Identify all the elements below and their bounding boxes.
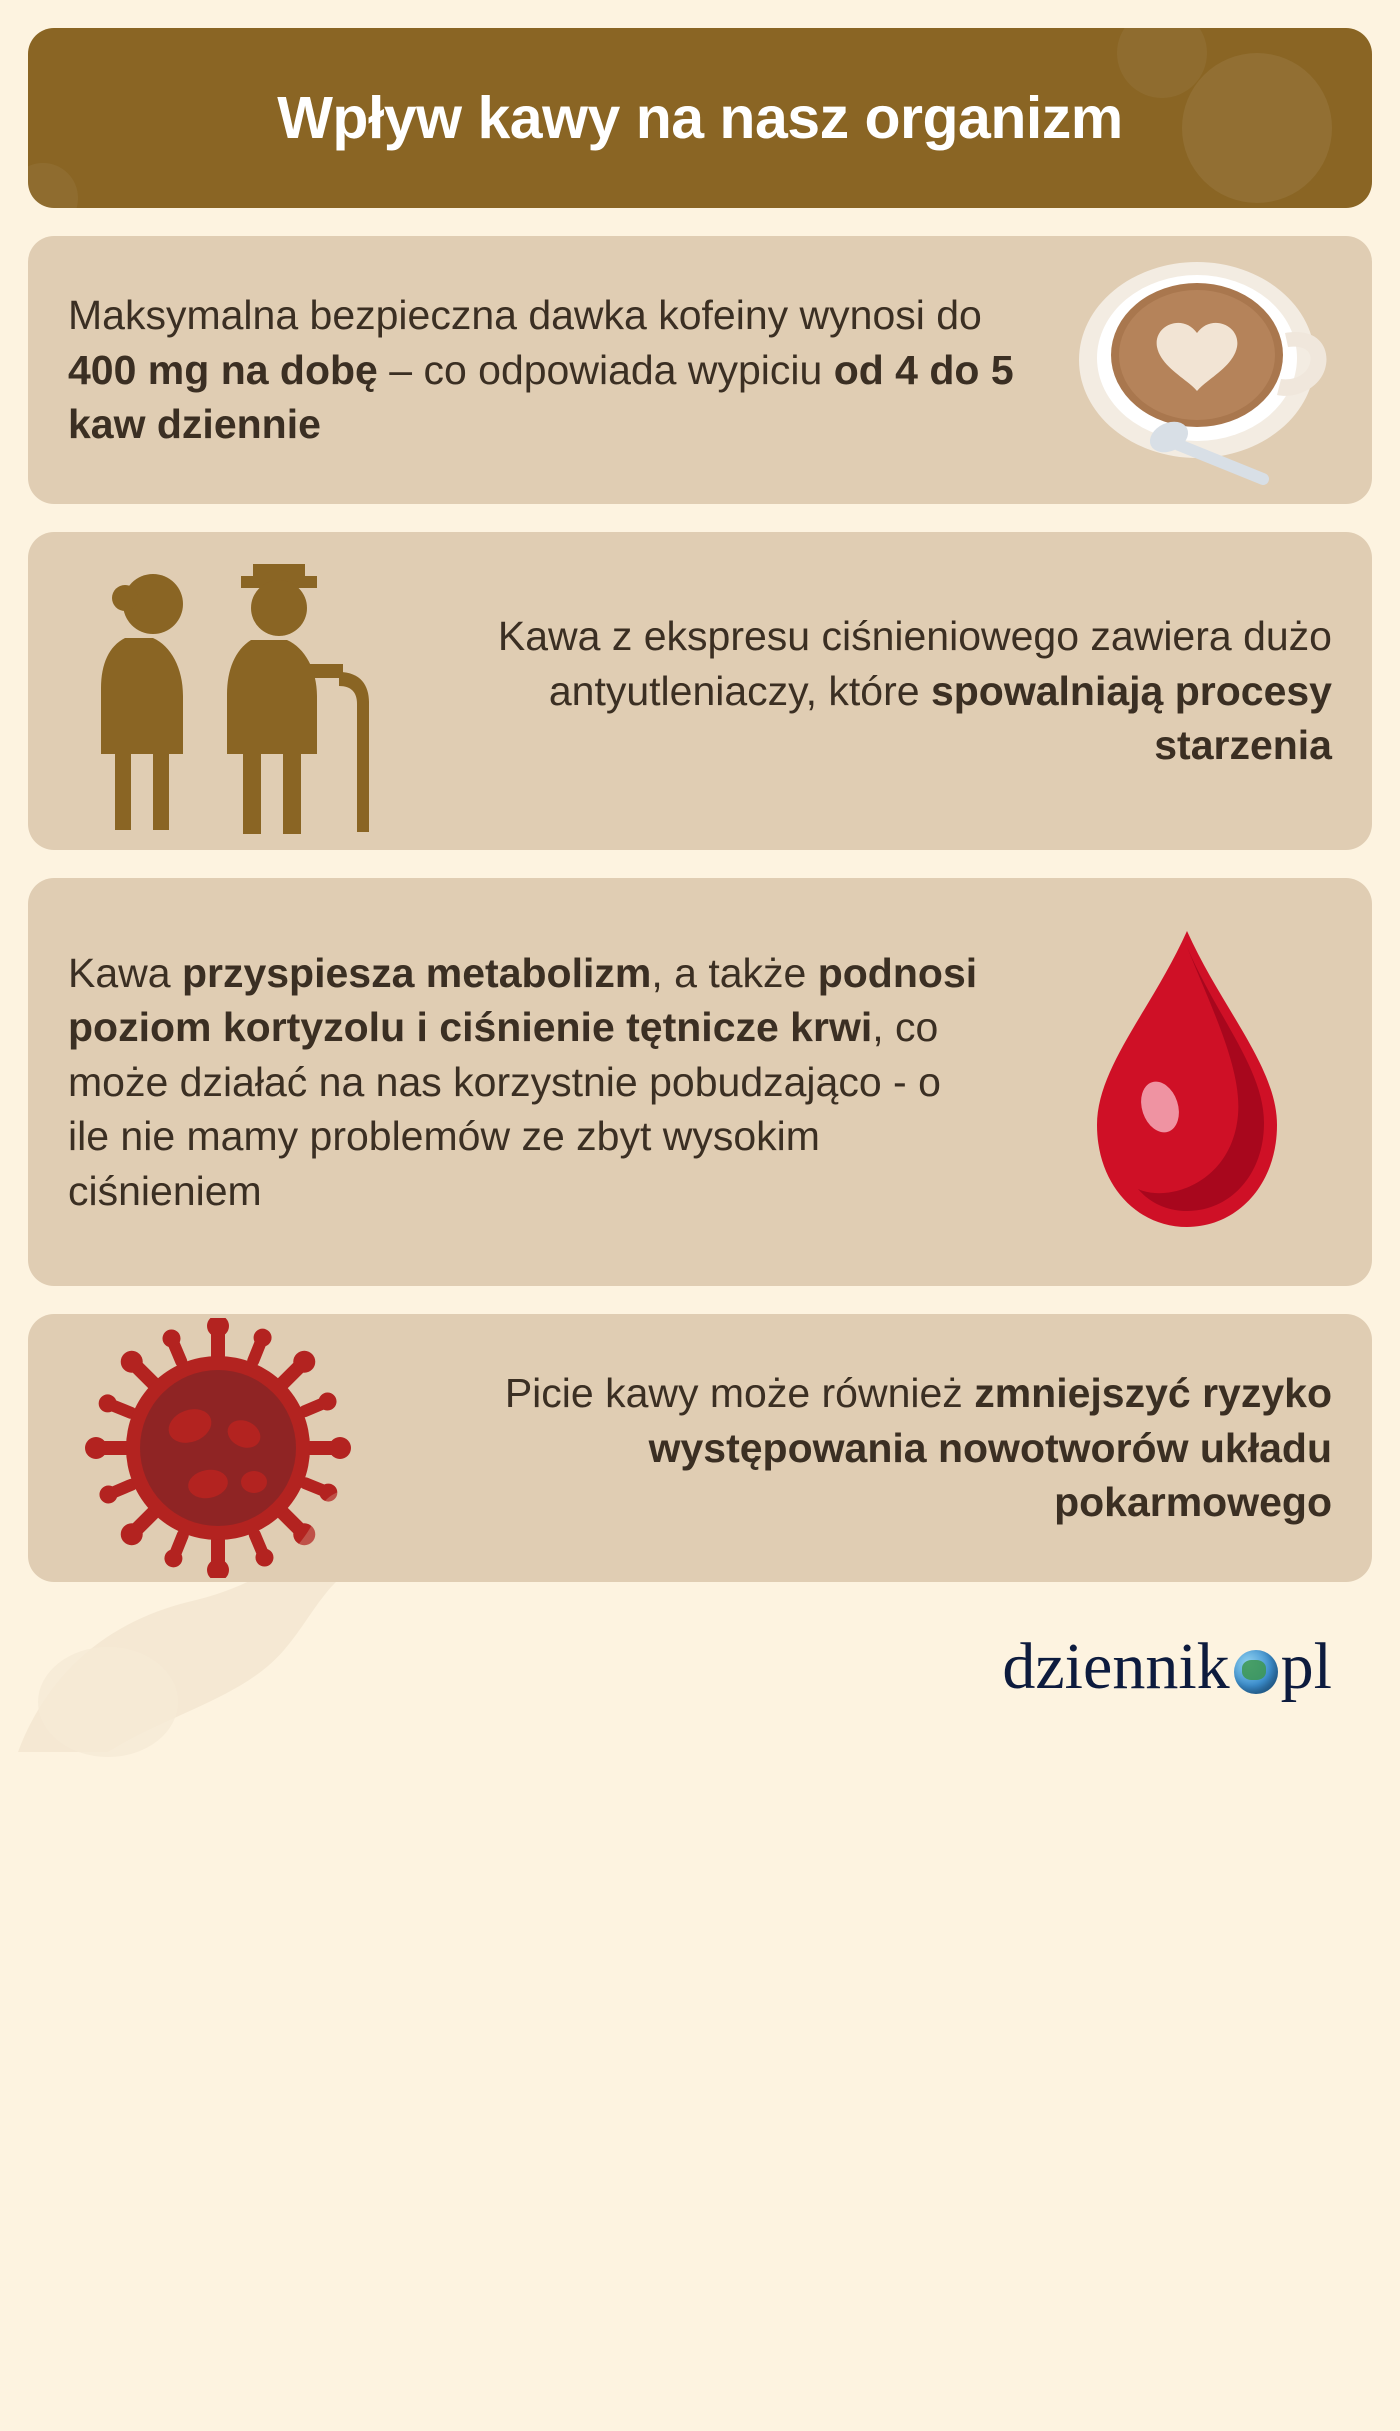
card-safe-dose-text: Maksymalna bezpieczna dawka kofeiny wynosi do 400 mg na dobę – co odpowiada wypiciu od 4 do 5 kaw dziennie [68, 292, 1014, 448]
card-metabolism [28, 878, 1372, 1286]
elderly-couple-icon [28, 532, 448, 850]
card-antioxidants [28, 532, 1372, 850]
card-safe-dose [28, 236, 1372, 504]
card-cancer-risk [28, 1314, 1372, 1582]
decorative-circle [28, 163, 78, 208]
decorative-circle [1182, 53, 1332, 203]
dziennik-pl-logo[interactable] [1002, 1629, 1332, 1705]
virus-cell-icon [28, 1314, 408, 1582]
logo-text: dziennik [1002, 1630, 1230, 1703]
logo-suffix: pl [1280, 1630, 1332, 1703]
globe-icon [1234, 1650, 1278, 1694]
card-metabolism-text: Kawa przyspiesza metabolizm, a także podnosi poziom kortyzolu i ciśnienie tętnicze krwi, co może działać na nas korzystnie pobudzająco - o ile nie mamy problemów ze zbyt wysokim ciśnieniem [68, 949, 978, 1214]
header-banner [28, 28, 1372, 208]
card-cancer-risk-text: Picie kawy może również zmniejszyć ryzyko występowania nowotworów układu pokarmowego [504, 1370, 1332, 1526]
blood-drop-icon [1002, 878, 1372, 1286]
card-antioxidants-text: Kawa z ekspresu ciśnieniowego zawiera dużo antyutleniaczy, które spowalniają procesy starzenia [497, 613, 1332, 769]
footer [28, 1582, 1372, 1752]
coffee-cup-icon [1042, 236, 1372, 504]
page-title: Wpływ kawy na nasz organizm [277, 85, 1123, 151]
